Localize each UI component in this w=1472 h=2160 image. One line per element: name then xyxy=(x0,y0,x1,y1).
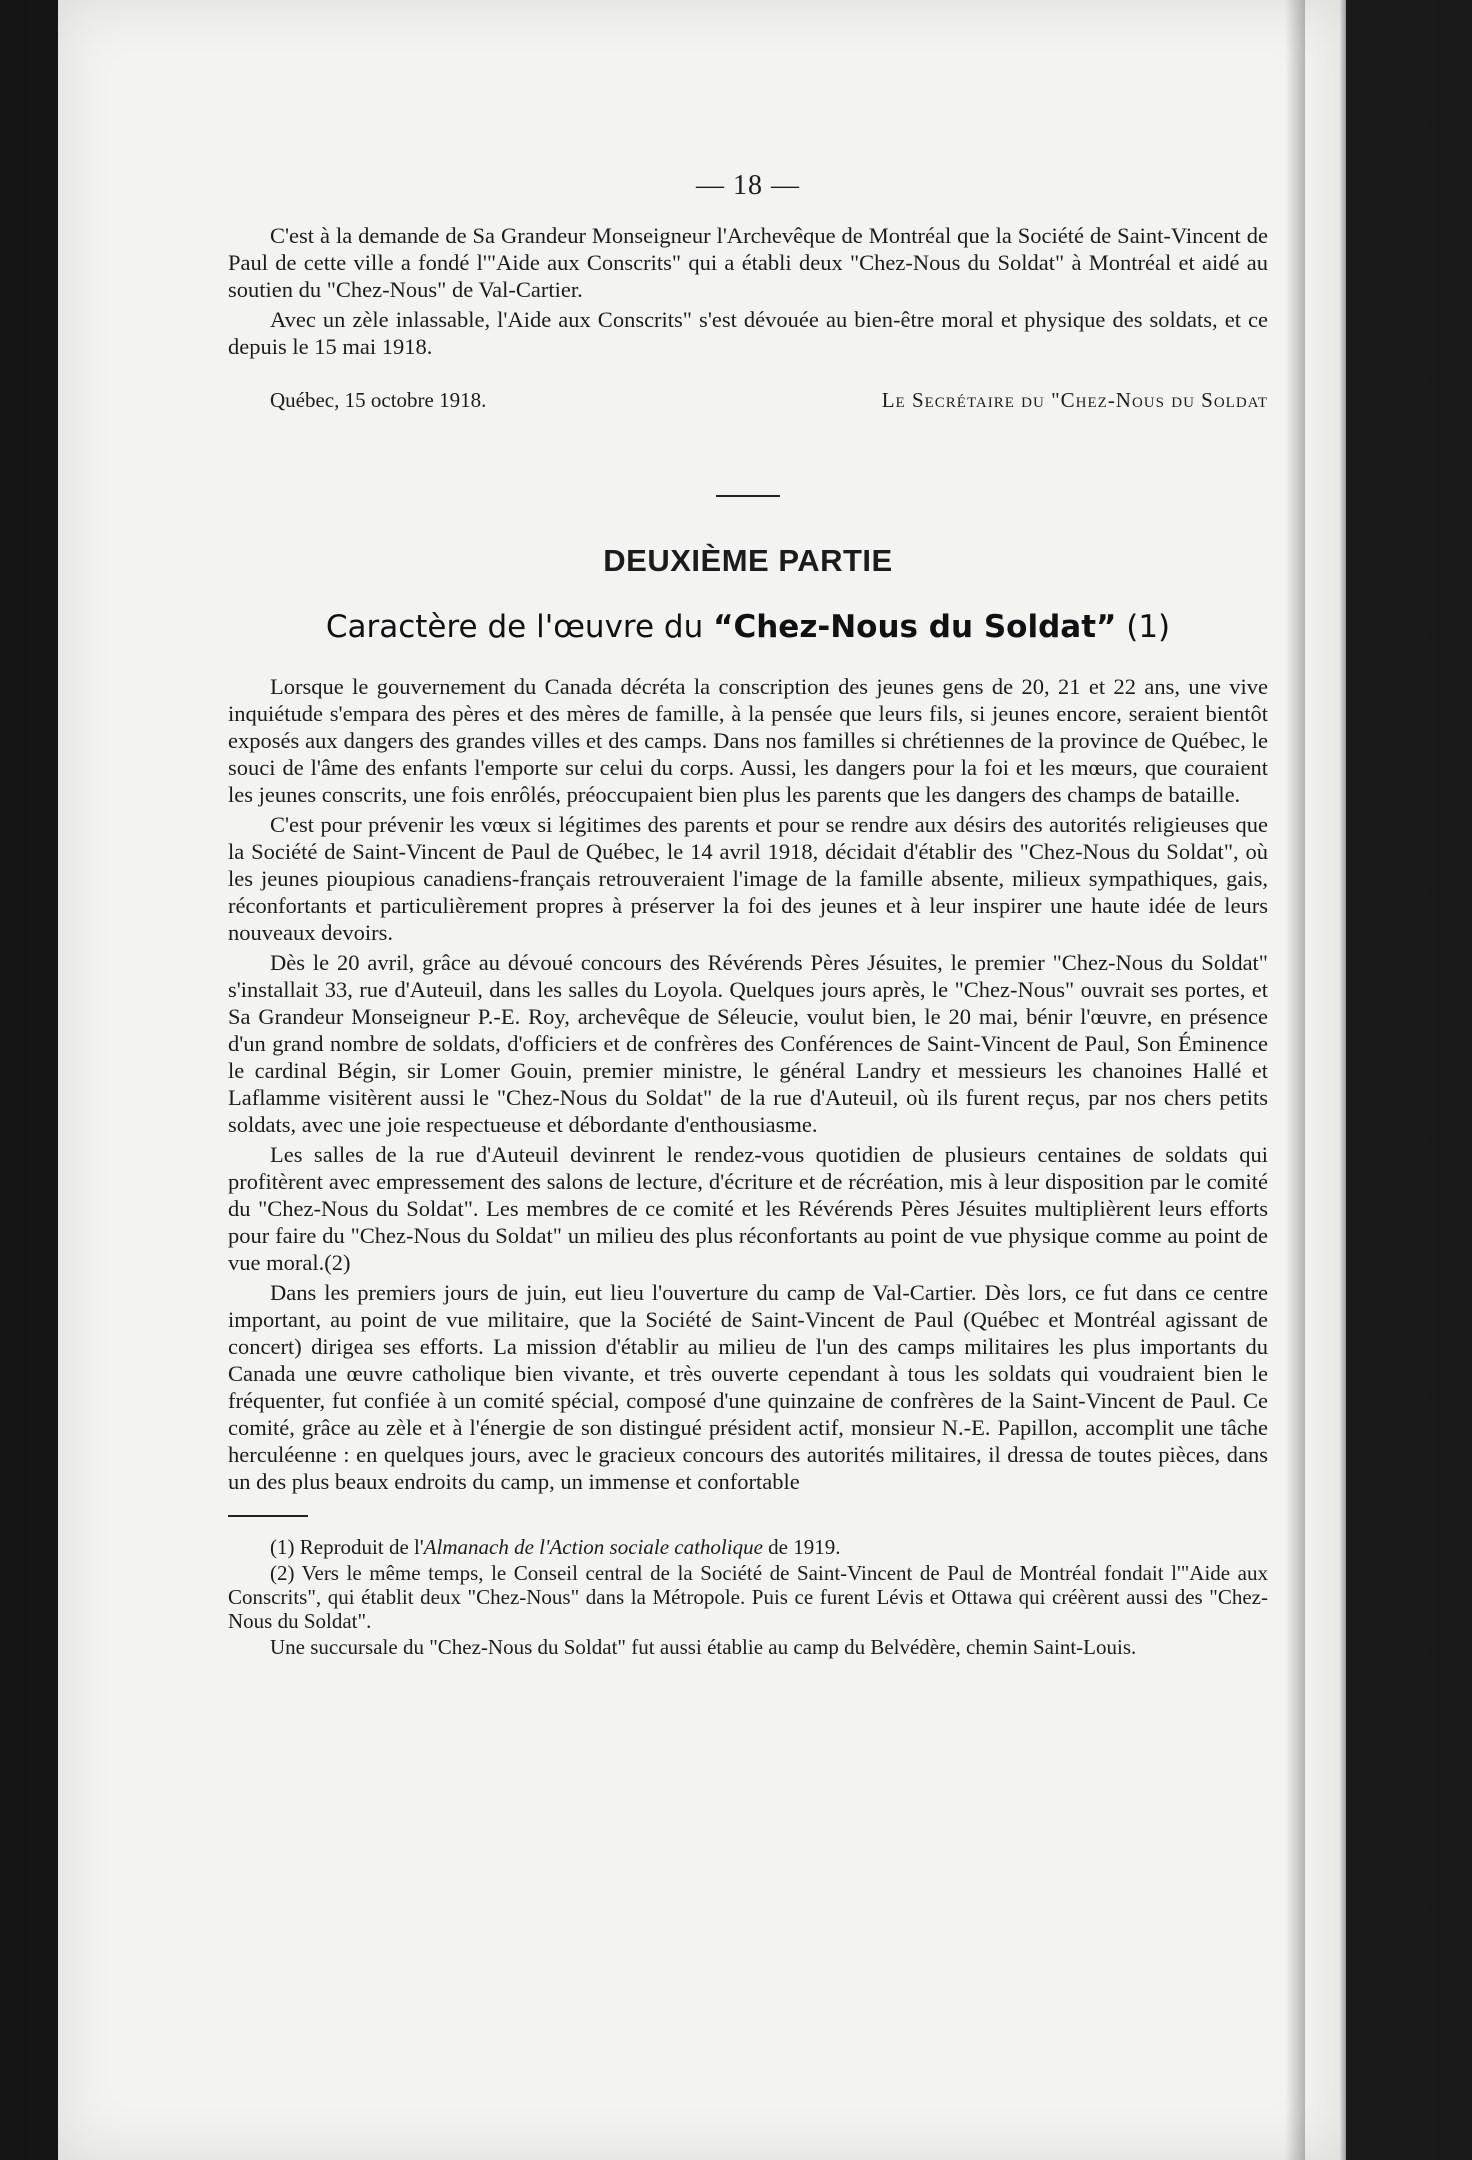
section-title-name: “Chez-Nous du Soldat” xyxy=(713,609,1117,645)
footnote-1-prefix: (1) Reproduit de l' xyxy=(270,1534,424,1559)
footnote-ref: (1) xyxy=(1116,609,1171,645)
footnote-1-suffix: de 1919. xyxy=(762,1534,841,1559)
body-paragraph: Dans les premiers jours de juin, eut lieu l'ouverture du camp de Val-Cartier. Dès lors, ce fut dans ce centre important, au point de vue militaire, que la Société de Saint-Vincent de Paul (Québec et Montréal agissant de concert) dirigea ses efforts. La mission d'établir au milieu de l'un des camps militaires les plus importants du Canada une œuvre catholique bien vivante, et très ouverte cependant à tous les soldats qui voudraient bien le fréquenter, fut confiée à un comité spécial, composé d'une quinzaine de confrères de la Saint-Vincent de Paul. Ce comité, grâce au zèle et à l'énergie de son distingué président actif, monsieur N.-E. Papillon, accomplit une tâche herculéenne : en quelques jours, avec le gracieux concours des autorités militaires, il dressa de toutes pièces, dans un des plus beaux endroits du camp, un immense et confortable xyxy=(228,1280,1268,1494)
body-paragraph: Dès le 20 avril, grâce au dévoué concours des Révérends Pères Jésuites, le premier "Chez-Nous du Soldat" s'installait 33, rue d'Auteuil, dans les salles du Loyola. Quelques jours après, le "Chez-Nous" ouvrait ses portes, et Sa Grandeur Monseigneur P.-E. Roy, archevêque de Séleucie, voulut bien, le 20 mai, bénir l'œuvre, en présence d'un grand nombre de soldats, d'officiers et de confrères des Conférences de Saint-Vincent de Paul, Son Éminence le cardinal Bégin, sir Lomer Gouin, premier ministre, le général Landry et messieurs les chanoines Hallé et Laflamme visitèrent aussi le "Chez-Nous du Soldat" de la rue d'Auteuil, où ils furent reçus, par nos chers petits soldats, avec une joie respectueuse et débordante d'enthousiasme. xyxy=(228,950,1268,1137)
signature-date: Québec, 15 octobre 1918. xyxy=(270,388,487,412)
body-paragraph: Lorsque le gouvernement du Canada décréta la conscription des jeunes gens de 20, 21 et 22 ans, une vive inquiétude s'empara des pères et des mères de famille, à la pensée que leurs fils, si jeunes encore, seraient bientôt exposés aux dangers des grandes villes et des camps. Dans nos familles si chrétiennes de la province de Québec, le souci de l'âme des enfants l'emporte sur celui du corps. Aussi, les dangers pour la foi et les mœurs, que couraient les jeunes conscrits, une fois enrôlés, préoccupaient bien plus les parents que les dangers des champs de bataille. xyxy=(228,674,1268,807)
page-content xyxy=(228,170,1268,1659)
intro-paragraph: C'est à la demande de Sa Grandeur Monseigneur l'Archevêque de Montréal que la Société de Saint-Vincent de Paul de cette ville a fondé l'"Aide aux Conscrits" qui a établi deux "Chez-Nous du Soldat" à Montréal et aidé au soutien du "Chez-Nous" de Val-Cartier. xyxy=(228,223,1268,302)
body-paragraph: Les salles de la rue d'Auteuil devinrent le rendez-vous quotidien de plusieurs centaines de soldats qui profitèrent avec empressement des salons de lecture, d'écriture et de récréation, mis à leur disposition par le comité du "Chez-Nous du Soldat". Les membres de ce comité et les Révérends Pères Jésuites multiplièrent leurs efforts pour faire du "Chez-Nous du Soldat" un milieu des plus réconfortants au point de vue physique comme au point de vue moral.(2) xyxy=(228,1142,1268,1275)
section-title xyxy=(228,609,1268,645)
document-page xyxy=(58,0,1340,2160)
footnote-1 xyxy=(228,1535,1268,1559)
footnote-3: Une succursale du "Chez-Nous du Soldat" fut aussi établie au camp du Belvédère, chemin Saint-Louis. xyxy=(270,1634,1137,1659)
section-title-prefix: Caractère de l'œuvre du xyxy=(325,609,714,645)
section-divider xyxy=(716,495,780,497)
page-edge xyxy=(1340,0,1346,2160)
footnote-separator xyxy=(228,1515,308,1517)
intro-paragraph: Avec un zèle inlassable, l'Aide aux Conscrits" s'est dévouée au bien-être moral et physique des soldats, et ce depuis le 15 mai 1918. xyxy=(228,307,1268,359)
part-title: DEUXIÈME PARTIE xyxy=(603,543,893,578)
spine-shadow xyxy=(1285,0,1305,2160)
signature-author: Le Secrétaire du "Chez-Nous du Soldat xyxy=(881,388,1268,412)
footnote-1-source: Almanach de l'Action sociale catholique xyxy=(423,1534,763,1559)
footnote-2: (2) Vers le même temps, le Conseil central de la Société de Saint-Vincent de Paul de Montréal fondait l'"Aide aux Conscrits", qui établit deux "Chez-Nous" dans la Métropole. Puis ce furent Lévis et Ottawa qui créèrent aussi des "Chez-Nous du Soldat". xyxy=(228,1560,1268,1633)
signature-row xyxy=(228,388,1268,413)
body-paragraph: C'est pour prévenir les vœux si légitimes des parents et pour se rendre aux désirs des autorités religieuses que la Société de Saint-Vincent de Paul de Québec, le 14 avril 1918, décidait d'établir des "Chez-Nous du Soldat", où les jeunes pioupious canadiens-français retrouveraient l'image de la famille absente, milieux sympathiques, gais, réconfortants et particulièrement propres à préserver la foi des jeunes et à leur inspirer une haute idée de leurs nouveaux devoirs. xyxy=(228,812,1268,945)
page-number: — 18 — xyxy=(696,170,800,201)
footnotes xyxy=(228,1535,1268,1659)
